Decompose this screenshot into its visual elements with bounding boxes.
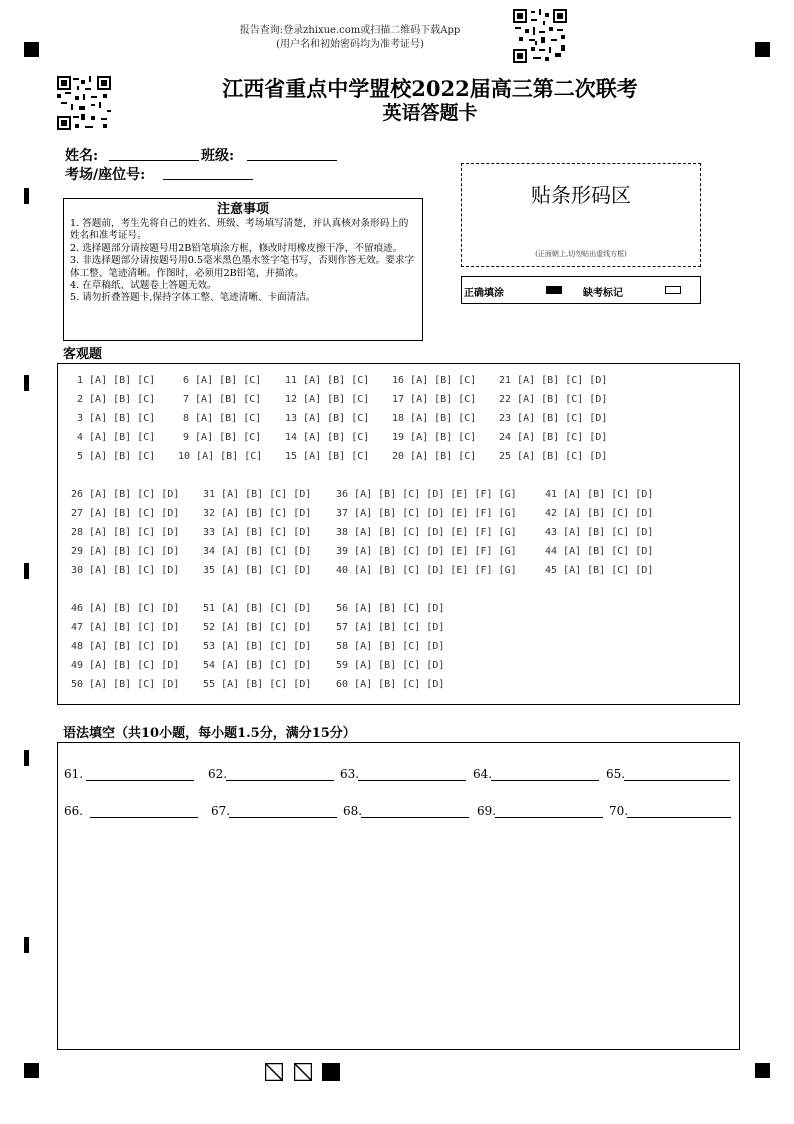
objective-section-label: 客观题	[63, 347, 103, 362]
question-row[interactable]: 13 [A] [B] [C]	[285, 413, 370, 424]
question-row[interactable]: 52 [A] [B] [C] [D]	[203, 622, 312, 633]
question-row[interactable]: 47 [A] [B] [C] [D]	[71, 622, 180, 633]
question-row[interactable]: 26 [A] [B] [C] [D]	[71, 489, 180, 500]
answer-line[interactable]	[491, 780, 599, 781]
question-row[interactable]: 18 [A] [B] [C]	[392, 413, 477, 424]
question-row[interactable]: 7 [A] [B] [C]	[183, 394, 262, 405]
answer-line[interactable]	[86, 780, 194, 781]
timing-mark	[24, 188, 29, 204]
question-row[interactable]: 14 [A] [B] [C]	[285, 432, 370, 443]
question-row[interactable]: 24 [A] [B] [C] [D]	[499, 432, 608, 443]
question-row[interactable]: 6 [A] [B] [C]	[183, 375, 262, 386]
class-field[interactable]	[247, 160, 337, 161]
question-row[interactable]: 56 [A] [B] [C] [D]	[336, 603, 445, 614]
question-row[interactable]: 10 [A] [B] [C]	[178, 451, 263, 462]
blank-number: 63.	[340, 767, 360, 781]
question-row[interactable]: 50 [A] [B] [C] [D]	[71, 679, 180, 690]
question-row[interactable]: 22 [A] [B] [C] [D]	[499, 394, 608, 405]
question-row[interactable]: 1 [A] [B] [C]	[77, 375, 156, 386]
corner-mark-top-left	[24, 42, 39, 57]
seat-field[interactable]	[163, 179, 253, 180]
page-mark-hatched	[265, 1063, 283, 1081]
question-row[interactable]: 23 [A] [B] [C] [D]	[499, 413, 608, 424]
blank-65[interactable]	[606, 767, 625, 781]
exam-subtitle: 英语答题卡	[382, 102, 478, 124]
answer-line[interactable]	[495, 817, 603, 818]
exam-title: 江西省重点中学盟校2022届高三第二次联考	[222, 76, 638, 101]
question-row[interactable]: 58 [A] [B] [C] [D]	[336, 641, 445, 652]
question-row[interactable]: 27 [A] [B] [C] [D]	[71, 508, 180, 519]
question-row[interactable]: 25 [A] [B] [C] [D]	[499, 451, 608, 462]
notes-box	[63, 198, 423, 341]
question-row[interactable]: 2 [A] [B] [C]	[77, 394, 156, 405]
blank-number: 67.	[211, 804, 231, 818]
fill-legend	[461, 276, 701, 304]
correct-fill-sample	[546, 286, 562, 294]
notes-item: 1. 答题前，考生先将自己的姓名、班级、考场填写清楚，并认真核对条形码上的姓名和准考证号。	[70, 218, 409, 242]
blank-63[interactable]	[340, 767, 359, 781]
answer-line[interactable]	[90, 817, 198, 818]
corner-mark-bottom-right	[755, 1063, 770, 1078]
question-row[interactable]: 35 [A] [B] [C] [D]	[203, 565, 312, 576]
question-row[interactable]: 29 [A] [B] [C] [D]	[71, 546, 180, 557]
blank-number: 62.	[208, 767, 228, 781]
answer-line[interactable]	[226, 780, 334, 781]
notes-title: 注意事项	[216, 202, 269, 217]
question-row[interactable]: 19 [A] [B] [C]	[392, 432, 477, 443]
timing-mark	[24, 563, 29, 579]
blank-69[interactable]	[477, 804, 496, 818]
timing-mark	[24, 937, 29, 953]
question-row[interactable]: 41 [A] [B] [C] [D]	[545, 489, 654, 500]
blank-number: 68.	[343, 804, 363, 818]
blank-62[interactable]	[208, 767, 227, 781]
answer-line[interactable]	[624, 780, 730, 781]
absent-mark-label: 缺考标记	[583, 288, 623, 299]
question-row[interactable]: 5 [A] [B] [C]	[77, 451, 156, 462]
answer-line[interactable]	[361, 817, 469, 818]
corner-mark-top-right	[755, 42, 770, 57]
grammar-section-label: 语法填空（共10小题，每小题1.5分，满分15分）	[63, 726, 356, 741]
blank-number: 61.	[64, 767, 84, 781]
timing-mark	[24, 750, 29, 766]
blank-number: 70.	[609, 804, 629, 818]
question-row[interactable]: 45 [A] [B] [C] [D]	[545, 565, 654, 576]
question-row[interactable]: 12 [A] [B] [C]	[285, 394, 370, 405]
page-mark-hatched	[294, 1063, 312, 1081]
question-row[interactable]: 11 [A] [B] [C]	[285, 375, 370, 386]
question-row[interactable]: 21 [A] [B] [C] [D]	[499, 375, 608, 386]
absent-mark-box[interactable]	[665, 286, 681, 294]
question-row[interactable]: 40 [A] [B] [C] [D] [E] [F] [G]	[336, 565, 517, 576]
question-row[interactable]: 44 [A] [B] [C] [D]	[545, 546, 654, 557]
question-row[interactable]: 55 [A] [B] [C] [D]	[203, 679, 312, 690]
page-mark-solid	[322, 1063, 340, 1081]
blank-number: 66.	[64, 804, 84, 818]
report-notice-line2: (用户名和初始密码均为准考证号)	[276, 39, 424, 50]
timing-mark	[24, 375, 29, 391]
question-row[interactable]: 48 [A] [B] [C] [D]	[71, 641, 180, 652]
answer-line[interactable]	[229, 817, 337, 818]
notes-item: 4. 在草稿纸、试题卷上答题无效。	[70, 280, 217, 292]
question-row[interactable]: 53 [A] [B] [C] [D]	[203, 641, 312, 652]
question-row[interactable]: 42 [A] [B] [C] [D]	[545, 508, 654, 519]
question-row[interactable]: 3 [A] [B] [C]	[77, 413, 156, 424]
question-row[interactable]: 38 [A] [B] [C] [D] [E] [F] [G]	[336, 527, 517, 538]
qr-code-left	[57, 76, 111, 130]
question-row[interactable]: 16 [A] [B] [C]	[392, 375, 477, 386]
blank-66[interactable]	[64, 804, 83, 818]
blank-number: 65.	[606, 767, 626, 781]
barcode-area	[461, 163, 701, 267]
question-row[interactable]: 20 [A] [B] [C]	[392, 451, 477, 462]
notes-item: 5. 请勿折叠答题卡,保持字体工整、笔迹清晰、卡面清洁。	[70, 292, 316, 304]
question-row[interactable]: 17 [A] [B] [C]	[392, 394, 477, 405]
blank-61[interactable]	[64, 767, 83, 781]
blank-70[interactable]	[609, 804, 628, 818]
barcode-title: 贴条形码区	[531, 183, 631, 207]
question-row[interactable]: 37 [A] [B] [C] [D] [E] [F] [G]	[336, 508, 517, 519]
question-row[interactable]: 49 [A] [B] [C] [D]	[71, 660, 180, 671]
question-row[interactable]: 30 [A] [B] [C] [D]	[71, 565, 180, 576]
blank-67[interactable]	[211, 804, 230, 818]
qr-code-top	[513, 9, 567, 63]
question-row[interactable]: 8 [A] [B] [C]	[183, 413, 262, 424]
question-row[interactable]: 46 [A] [B] [C] [D]	[71, 603, 180, 614]
question-row[interactable]: 28 [A] [B] [C] [D]	[71, 527, 180, 538]
notes-item: 2. 选择题部分请按题号用2B铅笔填涂方框，修改时用橡皮擦干净，不留痕迹。	[70, 242, 403, 254]
blank-64[interactable]	[473, 767, 492, 781]
answer-line[interactable]	[358, 780, 466, 781]
grammar-answer-box	[57, 742, 740, 1050]
question-row[interactable]: 39 [A] [B] [C] [D] [E] [F] [G]	[336, 546, 517, 557]
notes-item: 3. 非选择题部分请按题号用0.5毫米黑色墨水签字笔书写，否则作答无效。要求字体工整、笔迹清晰。作图时，必须用2B铅笔，并描浓。	[70, 255, 415, 279]
corner-mark-bottom-left	[24, 1063, 39, 1078]
question-row[interactable]: 60 [A] [B] [C] [D]	[336, 679, 445, 690]
question-row[interactable]: 43 [A] [B] [C] [D]	[545, 527, 654, 538]
question-row[interactable]: 32 [A] [B] [C] [D]	[203, 508, 312, 519]
blank-number: 69.	[477, 804, 497, 818]
question-row[interactable]: 51 [A] [B] [C] [D]	[203, 603, 312, 614]
blank-number: 64.	[473, 767, 493, 781]
correct-fill-label: 正确填涂	[464, 288, 504, 299]
seat-label: 考场/座位号:	[65, 167, 146, 183]
question-row[interactable]: 9 [A] [B] [C]	[183, 432, 262, 443]
name-label: 姓名:	[65, 148, 99, 164]
report-notice-line1: 报告查询:登录zhixue.com或扫描二维码下载App	[239, 25, 461, 36]
question-row[interactable]: 34 [A] [B] [C] [D]	[203, 546, 312, 557]
question-row[interactable]: 33 [A] [B] [C] [D]	[203, 527, 312, 538]
question-row[interactable]: 15 [A] [B] [C]	[285, 451, 370, 462]
blank-68[interactable]	[343, 804, 362, 818]
question-row[interactable]: 59 [A] [B] [C] [D]	[336, 660, 445, 671]
question-row[interactable]: 57 [A] [B] [C] [D]	[336, 622, 445, 633]
question-row[interactable]: 54 [A] [B] [C] [D]	[203, 660, 312, 671]
question-row[interactable]: 36 [A] [B] [C] [D] [E] [F] [G]	[336, 489, 517, 500]
report-notice	[210, 24, 490, 52]
barcode-note: (正面朝上,切勿贴出虚线方框)	[535, 250, 627, 258]
answer-line[interactable]	[627, 817, 731, 818]
objective-answer-box	[57, 363, 740, 705]
class-label: 班级:	[201, 148, 235, 164]
name-field[interactable]	[109, 160, 199, 161]
question-row[interactable]: 4 [A] [B] [C]	[77, 432, 156, 443]
question-row[interactable]: 31 [A] [B] [C] [D]	[203, 489, 312, 500]
